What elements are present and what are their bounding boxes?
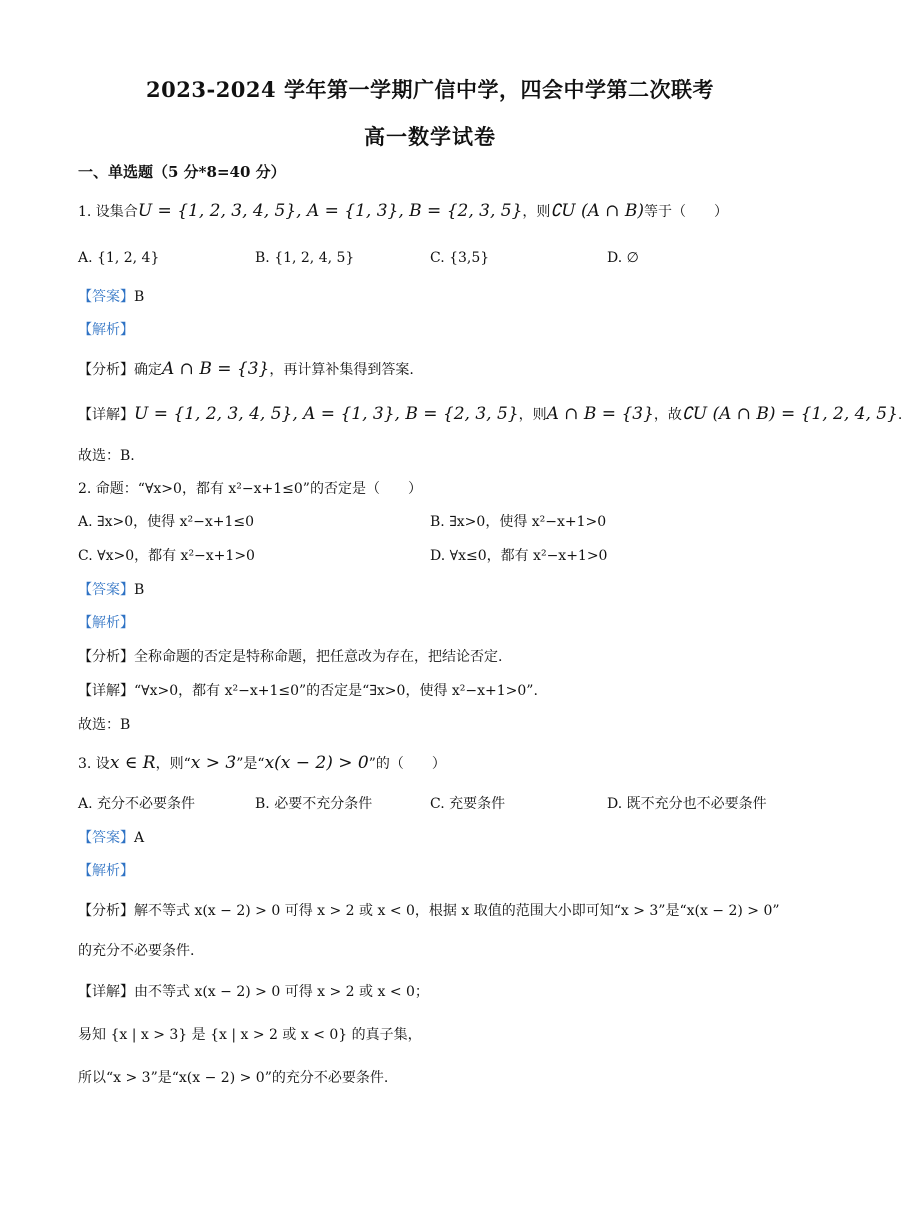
q3-option-b: B. 必要不充分条件 bbox=[255, 796, 373, 812]
answer-value: B bbox=[134, 582, 145, 598]
q3-option-c: C. 充要条件 bbox=[430, 796, 506, 812]
q1-stem-math: U = {1, 2, 3, 4, 5}, A = {1, 3}, B = {2, 3, 5} bbox=[137, 201, 523, 221]
q2-option-b: B. ∃x>0，使得 x²−x+1>0 bbox=[430, 514, 607, 530]
xiangjie-math: ∁U (A ∩ B) = {1, 2, 4, 5} bbox=[681, 404, 898, 424]
xiangjie-tag: 【详解】 bbox=[78, 683, 134, 699]
q3-stem-math: x(x − 2) > 0 bbox=[264, 753, 369, 773]
q2-xiangjie bbox=[78, 680, 538, 702]
q1-option-d: D. ∅ bbox=[607, 250, 639, 266]
q3-stem-text: 3. 设 bbox=[78, 756, 110, 772]
q1-answer bbox=[78, 286, 144, 308]
answer-value: A bbox=[134, 830, 145, 846]
q3-stem-math: x > 3 bbox=[190, 753, 237, 773]
q1-fenxi bbox=[78, 358, 414, 381]
analysis-tag: 【解析】 bbox=[78, 615, 134, 631]
analysis-tag: 【解析】 bbox=[78, 322, 134, 338]
q2-stem: 2. 命题：“∀x>0，都有 x²−x+1≤0”的否定是（ ） bbox=[78, 481, 422, 497]
analysis-tag: 【解析】 bbox=[78, 863, 134, 879]
q1-xiangjie bbox=[78, 403, 902, 426]
fenxi-tag: 【分析】 bbox=[78, 649, 134, 665]
fenxi-text: 解不等式 x(x − 2) > 0 可得 x > 2 或 x < 0，根据 x 取值的范围大小即可知“x > 3”是“x(x − 2) > 0” bbox=[134, 903, 780, 919]
q2-fenxi bbox=[78, 646, 502, 668]
fenxi-text-post: ，再计算补集得到答案. bbox=[269, 362, 414, 378]
q1-stem-mid: ，则 bbox=[522, 204, 551, 220]
page-subtitle: 高一数学试卷 bbox=[364, 124, 496, 149]
xiangjie-tag: 【详解】 bbox=[78, 407, 134, 423]
q3-option-a: A. 充分不必要条件 bbox=[78, 796, 196, 812]
xiangjie-text: . bbox=[897, 407, 902, 423]
xiangjie-text: “∀x>0，都有 x²−x+1≤0”的否定是“∃x>0，使得 x²−x+1>0”. bbox=[134, 683, 538, 699]
q3-xiangjie bbox=[78, 981, 429, 1003]
xiangjie-text: 由不等式 x(x − 2) > 0 可得 x > 2 或 x < 0； bbox=[134, 984, 429, 1000]
q2-option-d: D. ∀x≤0，都有 x²−x+1>0 bbox=[430, 548, 608, 564]
q1-option-b: B. {1, 2, 4, 5} bbox=[255, 250, 355, 266]
q3-stem-text: ”是“ bbox=[236, 756, 265, 772]
fenxi-tag: 【分析】 bbox=[78, 903, 134, 919]
q1-stem-prefix: 1. 设集合 bbox=[78, 204, 138, 220]
q1-option-a: A. {1, 2, 4} bbox=[78, 250, 160, 266]
fenxi-tag: 【分析】 bbox=[78, 362, 134, 378]
answer-tag: 【答案】 bbox=[78, 289, 134, 305]
xiangjie-tag: 【详解】 bbox=[78, 984, 134, 1000]
section-heading: 一、单选题（5 分*8=40 分） bbox=[78, 163, 286, 181]
q3-stem-math: x ∈ R bbox=[109, 753, 156, 773]
answer-tag: 【答案】 bbox=[78, 582, 134, 598]
q1-option-c: C. {3,5} bbox=[430, 250, 490, 266]
answer-value: B bbox=[134, 289, 145, 305]
fenxi-math: A ∩ B = {3} bbox=[162, 359, 270, 379]
q1-stem bbox=[78, 200, 728, 223]
xiangjie-math: U = {1, 2, 3, 4, 5}, A = {1, 3}, B = {2, 3, 5} bbox=[134, 404, 519, 424]
q1-conclusion: 故选：B. bbox=[78, 448, 135, 464]
q3-stem-text: ”的（ ） bbox=[368, 756, 446, 772]
fenxi-text: 全称命题的否定是特称命题，把任意改为存在，把结论否定. bbox=[134, 649, 503, 665]
q3-fenxi-cont: 的充分不必要条件. bbox=[78, 943, 195, 959]
answer-tag: 【答案】 bbox=[78, 830, 134, 846]
page-title: 2023-2024 学年第一学期广信中学，四会中学第二次联考 bbox=[146, 77, 714, 102]
q1-stem-math2: ∁U (A ∩ B) bbox=[550, 201, 645, 221]
q3-fenxi bbox=[78, 900, 780, 922]
q2-conclusion: 故选：B bbox=[78, 717, 131, 733]
q2-option-a: A. ∃x>0，使得 x²−x+1≤0 bbox=[78, 514, 254, 530]
xiangjie-text: ，则 bbox=[518, 407, 547, 423]
xiangjie-math: A ∩ B = {3} bbox=[546, 404, 654, 424]
xiangjie-text: ，故 bbox=[653, 407, 682, 423]
q3-option-d: D. 既不充分也不必要条件 bbox=[607, 796, 767, 812]
q3-stem-text: ，则“ bbox=[155, 756, 191, 772]
fenxi-text: 确定 bbox=[134, 362, 162, 378]
q2-answer bbox=[78, 579, 144, 601]
q3-xiangjie-line2: 易知 {x | x > 3} 是 {x | x > 2 或 x < 0} 的真子集， bbox=[78, 1027, 422, 1043]
q2-option-c: C. ∀x>0，都有 x²−x+1>0 bbox=[78, 548, 255, 564]
q1-stem-suffix: 等于（ ） bbox=[644, 204, 729, 220]
q3-answer bbox=[78, 827, 144, 849]
q3-stem bbox=[78, 752, 446, 775]
q3-xiangjie-line3: 所以“x > 3”是“x(x − 2) > 0”的充分不必要条件. bbox=[78, 1070, 389, 1086]
